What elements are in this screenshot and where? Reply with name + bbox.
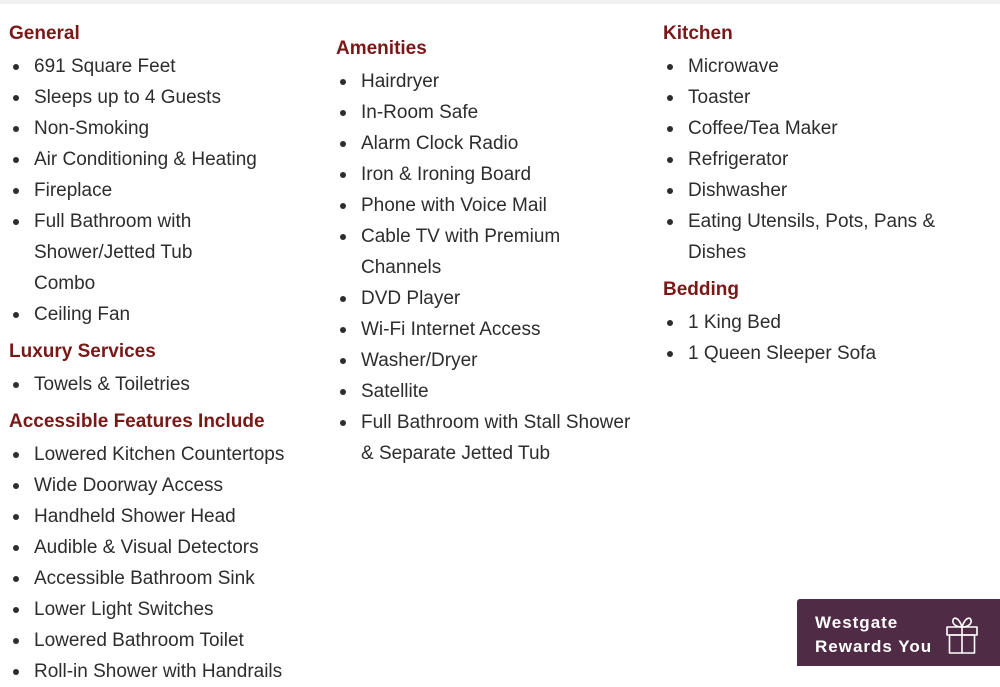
rewards-label-line-1: Westgate: [815, 613, 899, 632]
list-item: Hairdryer: [336, 66, 646, 97]
section-heading-kitchen: Kitchen: [663, 23, 733, 44]
section-heading-amenities: Amenities: [336, 38, 427, 59]
list-item: Lower Light Switches: [9, 594, 319, 625]
kitchen-list: [663, 51, 973, 268]
general-list: [9, 51, 319, 330]
section-heading-general: General: [9, 23, 80, 44]
list-item: 1 King Bed: [663, 307, 973, 338]
list-item: 1 Queen Sleeper Sofa: [663, 338, 973, 369]
list-item: Microwave: [663, 51, 973, 82]
features-column-2: [336, 37, 646, 469]
list-item: 691 Square Feet: [9, 51, 319, 82]
list-item: Handheld Shower Head: [9, 501, 319, 532]
features-column-3: [663, 22, 973, 369]
westgate-rewards-button[interactable]: [797, 599, 1000, 666]
bedding-list: [663, 307, 973, 369]
list-item: Non-Smoking: [9, 113, 319, 144]
list-item: Cable TV with Premium Channels: [336, 221, 571, 283]
luxury-services-list: [9, 369, 319, 400]
list-item: Accessible Bathroom Sink: [9, 563, 319, 594]
amenities-list: [336, 66, 646, 469]
rewards-label-line-2: Rewards You: [815, 637, 933, 656]
list-item: Ceiling Fan: [9, 299, 319, 330]
list-item: Wi-Fi Internet Access: [336, 314, 646, 345]
list-item: Air Conditioning & Heating: [9, 144, 319, 175]
list-item: Dishwasher: [663, 175, 973, 206]
list-item: Eating Utensils, Pots, Pans & Dishes: [663, 206, 973, 268]
list-item: Lowered Bathroom Toilet: [9, 625, 319, 656]
list-item: Alarm Clock Radio: [336, 128, 646, 159]
list-item: Iron & Ironing Board: [336, 159, 646, 190]
list-item: Phone with Voice Mail: [336, 190, 646, 221]
list-item: Satellite: [336, 376, 646, 407]
accessible-features-list: [9, 439, 319, 687]
list-item: Coffee/Tea Maker: [663, 113, 973, 144]
list-item: Roll-in Shower with Handrails: [9, 656, 319, 687]
list-item: Toaster: [663, 82, 973, 113]
list-item: DVD Player: [336, 283, 646, 314]
list-item: Refrigerator: [663, 144, 973, 175]
list-item: Full Bathroom with Stall Shower & Separate Jetted Tub: [336, 407, 646, 469]
features-column-1: [9, 22, 319, 687]
list-item: Lowered Kitchen Countertops: [9, 439, 319, 470]
list-item: Fireplace: [9, 175, 319, 206]
section-heading-accessible-features: Accessible Features Include: [9, 411, 265, 432]
list-item: In-Room Safe: [336, 97, 646, 128]
section-accessible-features: [9, 410, 319, 687]
section-amenities: [336, 37, 646, 469]
section-heading-bedding: Bedding: [663, 279, 739, 300]
list-item: Audible & Visual Detectors: [9, 532, 319, 563]
section-kitchen: [663, 22, 973, 268]
list-item: Washer/Dryer: [336, 345, 646, 376]
top-divider: [0, 0, 1000, 4]
section-bedding: [663, 278, 973, 369]
section-general: [9, 22, 319, 330]
list-item: Wide Doorway Access: [9, 470, 319, 501]
list-item: Full Bathroom with Shower/Jetted Tub Combo: [9, 206, 244, 299]
list-item: Sleeps up to 4 Guests: [9, 82, 319, 113]
section-heading-luxury-services: Luxury Services: [9, 341, 156, 362]
gift-icon: [945, 615, 979, 655]
section-luxury-services: [9, 340, 319, 400]
list-item: Towels & Toiletries: [9, 369, 319, 400]
